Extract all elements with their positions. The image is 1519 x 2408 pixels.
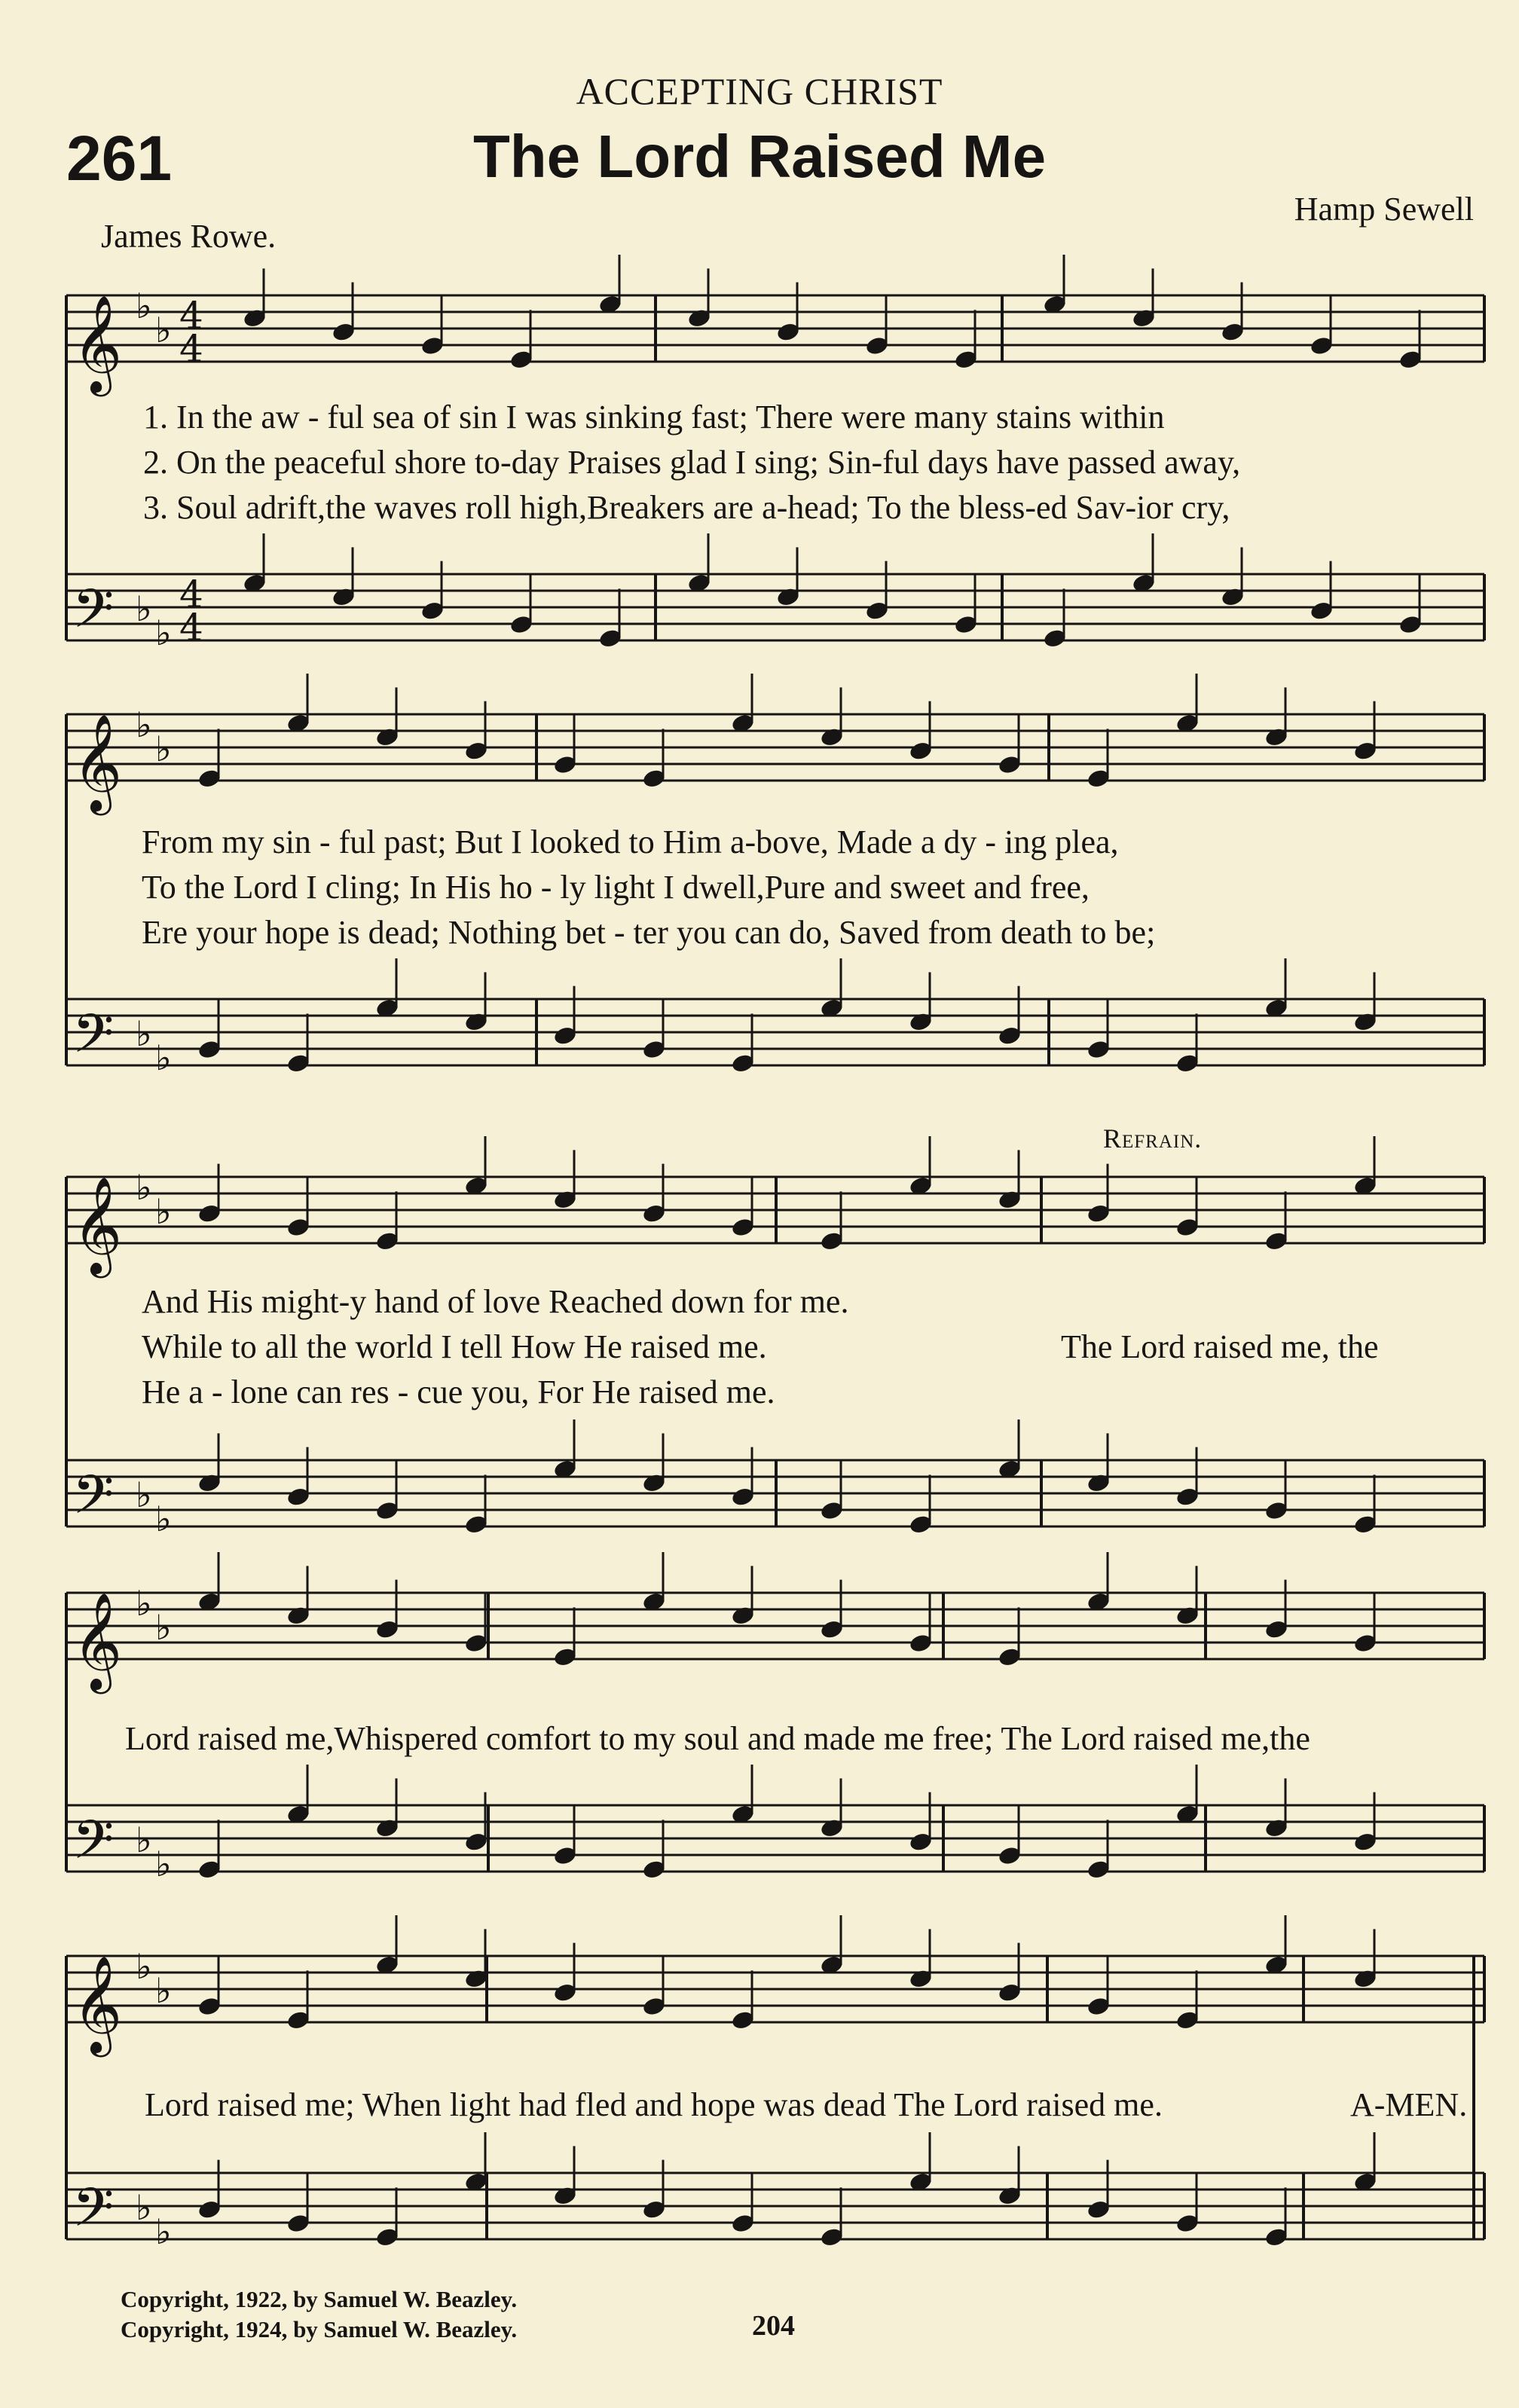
lyric-line-3-v3: He a - lone can res - cue you, For He raised me. [142,1374,775,1410]
flat-icon: ♭ [155,729,172,769]
bass-clef-icon: 𝄢 [72,578,115,653]
flat-icon: ♭ [136,1820,152,1860]
flat-icon: ♭ [136,1013,152,1054]
refrain-lyric-line-1: Lord raised me,Whispered comfort to my soul and made me free; The Lord raised me,the [125,1720,1310,1757]
copyright-1922: Copyright, 1922, by Samuel W. Beazley. [121,2286,518,2312]
lyric-line-2-v2: To the Lord I cling; In His ho - ly light I dwell,Pure and sweet and free, [142,869,1090,906]
flat-icon: ♭ [136,1946,152,1987]
lyric-line-2-v3: Ere your hope is dead; Nothing bet - ter you can do, Saved from death to be; [142,914,1156,951]
flat-icon: ♭ [136,2187,152,2228]
refrain-start-lyric: The Lord raised me, the [1061,1328,1379,1365]
flat-icon: ♭ [136,1167,152,1208]
lyric-line-1-v3: 3. Soul adrift,the waves roll high,Breakers are a-head; To the bless-ed Sav-ior cry, [143,489,1230,526]
refrain-lyric-line-2: Lord raised me; When light had fled and hope was dead The Lord raised me. [145,2086,1163,2123]
flat-icon: ♭ [136,1583,152,1624]
flat-icon: ♭ [155,613,172,653]
treble-clef-icon: 𝄞 [72,295,123,393]
flat-icon: ♭ [155,2211,172,2252]
flat-icon: ♭ [136,1474,152,1515]
time-signature-top: 4 [179,573,203,616]
treble-clef-icon: 𝄞 [72,1955,123,2053]
flat-icon: ♭ [155,1499,172,1539]
treble-clef-icon: 𝄞 [72,1176,123,1274]
bass-clef-icon: 𝄢 [72,1464,115,1539]
time-signature-bottom: 4 [179,327,203,371]
flat-icon: ♭ [136,286,152,326]
bass-clef-icon: 𝄢 [72,1809,115,1884]
flat-icon: ♭ [155,1607,172,1648]
lyricist-credit: James Rowe. [101,218,277,255]
flat-icon: ♭ [155,1037,172,1078]
section-heading: ACCEPTING CHRIST [576,70,943,112]
lyric-line-3-v2: While to all the world I tell How He raised me. [142,1328,767,1365]
bass-clef-icon: 𝄢 [72,1003,115,1078]
composer-credit: Hamp Sewell [1294,191,1474,228]
bass-clef-icon: 𝄢 [72,2177,115,2252]
lyric-line-3-v1: And His might-y hand of love Reached down for me. [142,1283,849,1320]
flat-icon: ♭ [155,1970,172,2011]
flat-icon: ♭ [155,1844,172,1884]
lyric-line-2-v1: From my sin - ful past; But I looked to Him a-bove, Made a dy - ing plea, [142,824,1119,860]
lyric-line-1-v1: 1. In the aw - ful sea of sin I was sinking fast; There were many stains within [143,399,1165,435]
time-signature-bottom: 4 [179,606,203,649]
flat-icon: ♭ [155,1191,172,1232]
time-signature-top: 4 [179,294,203,338]
treble-clef-icon: 𝄞 [72,714,123,811]
flat-icon: ♭ [136,704,152,745]
hymn-title: The Lord Raised Me [472,123,1047,190]
copyright-1924: Copyright, 1924, by Samuel W. Beazley. [121,2316,518,2342]
treble-clef-icon: 𝄞 [72,1592,123,1690]
amen-lyric: A-MEN. [1350,2086,1468,2123]
hymn-number: 261 [66,123,173,194]
flat-icon: ♭ [136,588,152,629]
flat-icon: ♭ [155,310,172,350]
page-number: 204 [752,2310,795,2342]
refrain-label: Refrain. [1103,1123,1203,1154]
lyric-line-1-v2: 2. On the peaceful shore to-day Praises glad I sing; Sin-ful days have passed away, [143,444,1241,481]
